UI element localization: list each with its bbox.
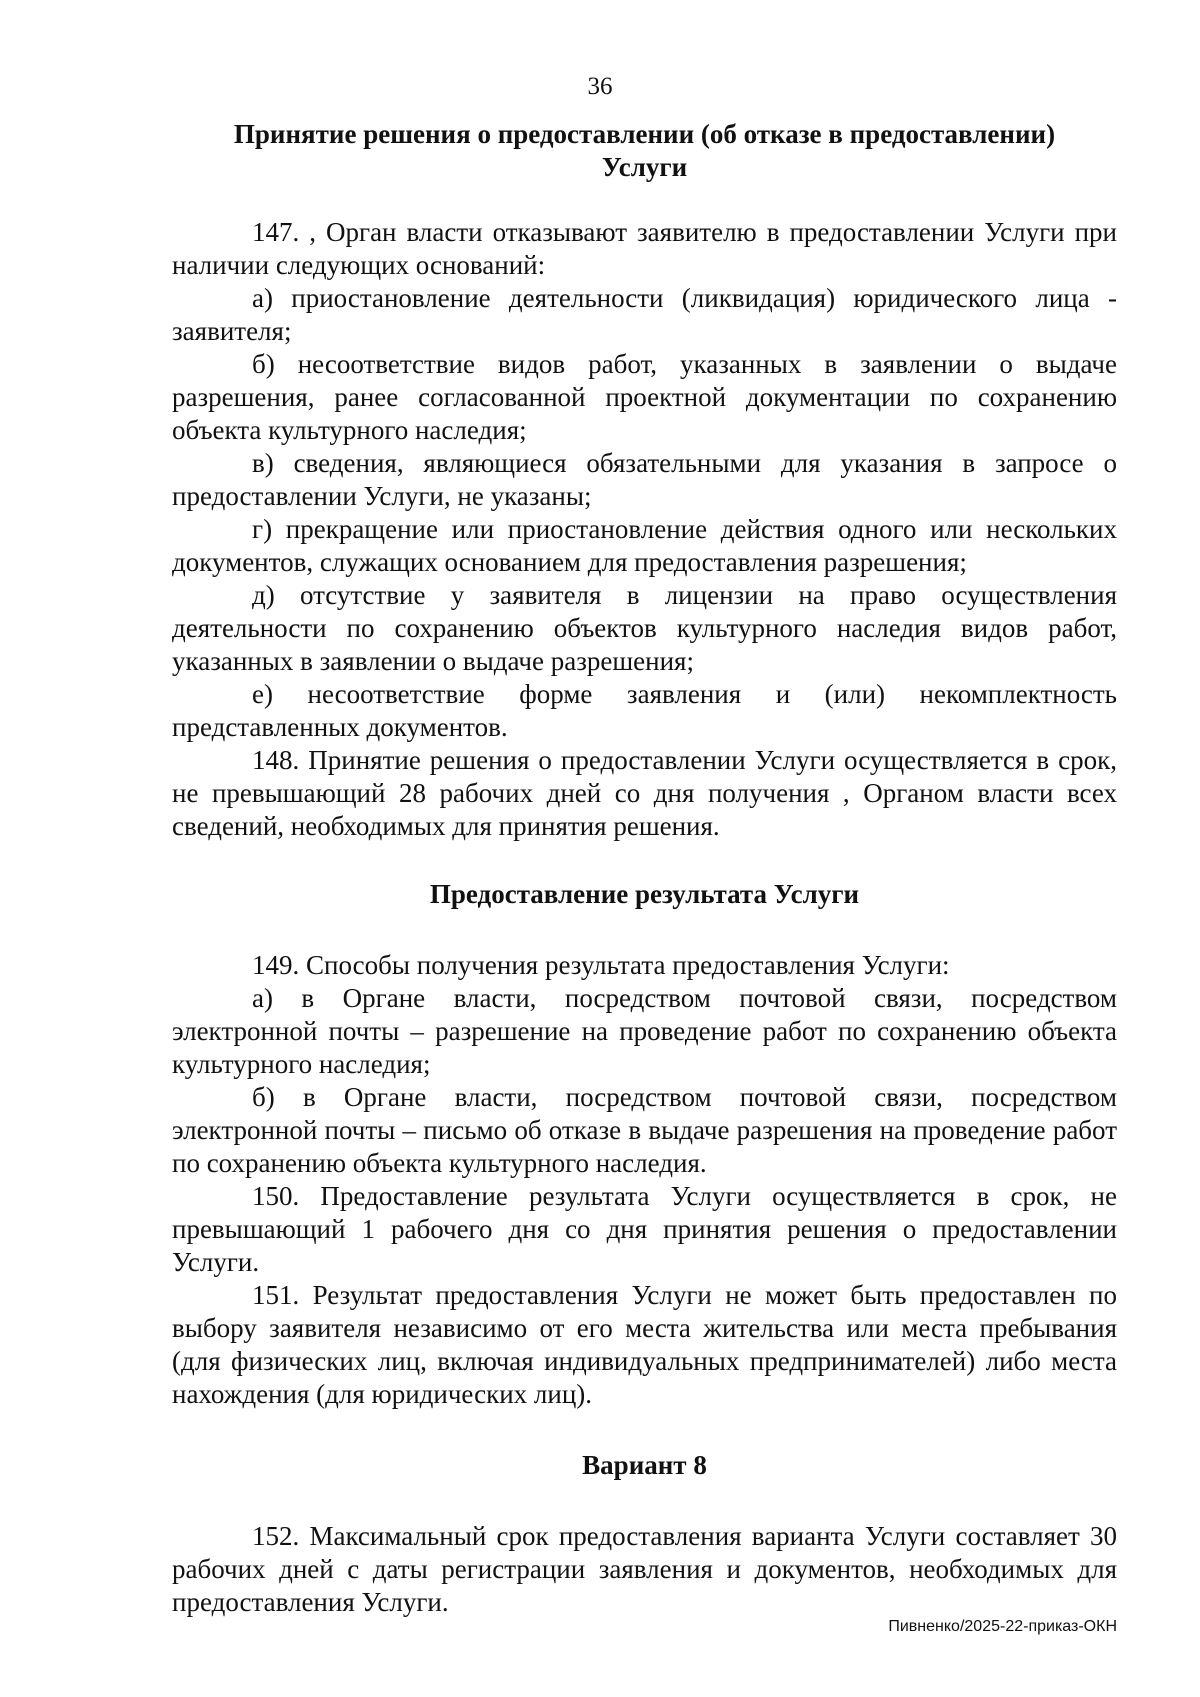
paragraph-151: 151. Результат предоставления Услуги не может быть предоставлен по выбору заявителя независимо от его места жительства или места пребывания (для физических лиц, включая индивидуальных предпринимателей) либо места нахождения (для юридических лиц). bbox=[172, 1280, 1117, 1409]
paragraph-149: 149. Способы получения результата предоставления Услуги: bbox=[252, 950, 950, 980]
section-heading-result: Предоставление результата Услуги bbox=[429, 879, 860, 909]
list-item-e: е) несоответствие форме заявления и (или) некомплектность представленных документов. bbox=[172, 679, 1117, 742]
list-item-a: а) приостановление деятельности (ликвидация) юридического лица - заявителя; bbox=[172, 283, 1117, 346]
heading-line: Принятие решения о предоставлении (об отказе в предоставлении) bbox=[233, 119, 1056, 149]
paragraph-150: 150. Предоставление результата Услуги осуществляется в срок, не превышающий 1 рабочего дня со дня принятия решения о предоставлении Услуги. bbox=[172, 1181, 1117, 1277]
list-item-b: б) в Органе власти, посредством почтовой связи, посредством электронной почты – письмо об отказе в выдаче разрешения на проведение работ по сохранению объекта культурного наследия. bbox=[172, 1082, 1117, 1178]
list-item-b: б) несоответствие видов работ, указанных в заявлении о выдаче разрешения, ранее согласованной проектной документации по сохранению объекта культурного наследия; bbox=[172, 349, 1117, 445]
list-item-a: а) в Органе власти, посредством почтовой связи, посредством электронной почты – разрешение на проведение работ по сохранению объекта культурного наследия; bbox=[172, 983, 1117, 1079]
section-heading-decision bbox=[172, 118, 1117, 184]
page-number: 36 bbox=[587, 73, 613, 100]
document-footer-code: Пивненко/2025-22-приказ-ОКН bbox=[888, 1618, 1117, 1635]
paragraph-148: 148. Принятие решения о предоставлении Услуги осуществляется в срок, не превышающий 28 рабочих дней со дня получения , Органом власти всех сведений, необходимых для принятия решения. bbox=[172, 745, 1117, 841]
paragraph-147: 147. , Орган власти отказывают заявителю в предоставлении Услуги при наличии следующих оснований: bbox=[172, 217, 1117, 280]
paragraph-152: 152. Максимальный срок предоставления варианта Услуги составляет 30 рабочих дней с даты регистрации заявления и документов, необходимых для предоставления Услуги. bbox=[172, 1521, 1117, 1617]
section-heading-variant: Вариант 8 bbox=[582, 1450, 707, 1480]
list-item-g: г) прекращение или приостановление действия одного или нескольких документов, служащих основанием для предоставления разрешения; bbox=[172, 514, 1117, 577]
list-item-v: в) сведения, являющиеся обязательными для указания в запросе о предоставлении Услуги, не указаны; bbox=[172, 448, 1117, 511]
page-content bbox=[172, 118, 1117, 1619]
heading-line: Услуги bbox=[601, 152, 688, 182]
list-item-d: д) отсутствие у заявителя в лицензии на право осуществления деятельности по сохранению объектов культурного наследия видов работ, указанных в заявлении о выдаче разрешения; bbox=[172, 580, 1117, 676]
